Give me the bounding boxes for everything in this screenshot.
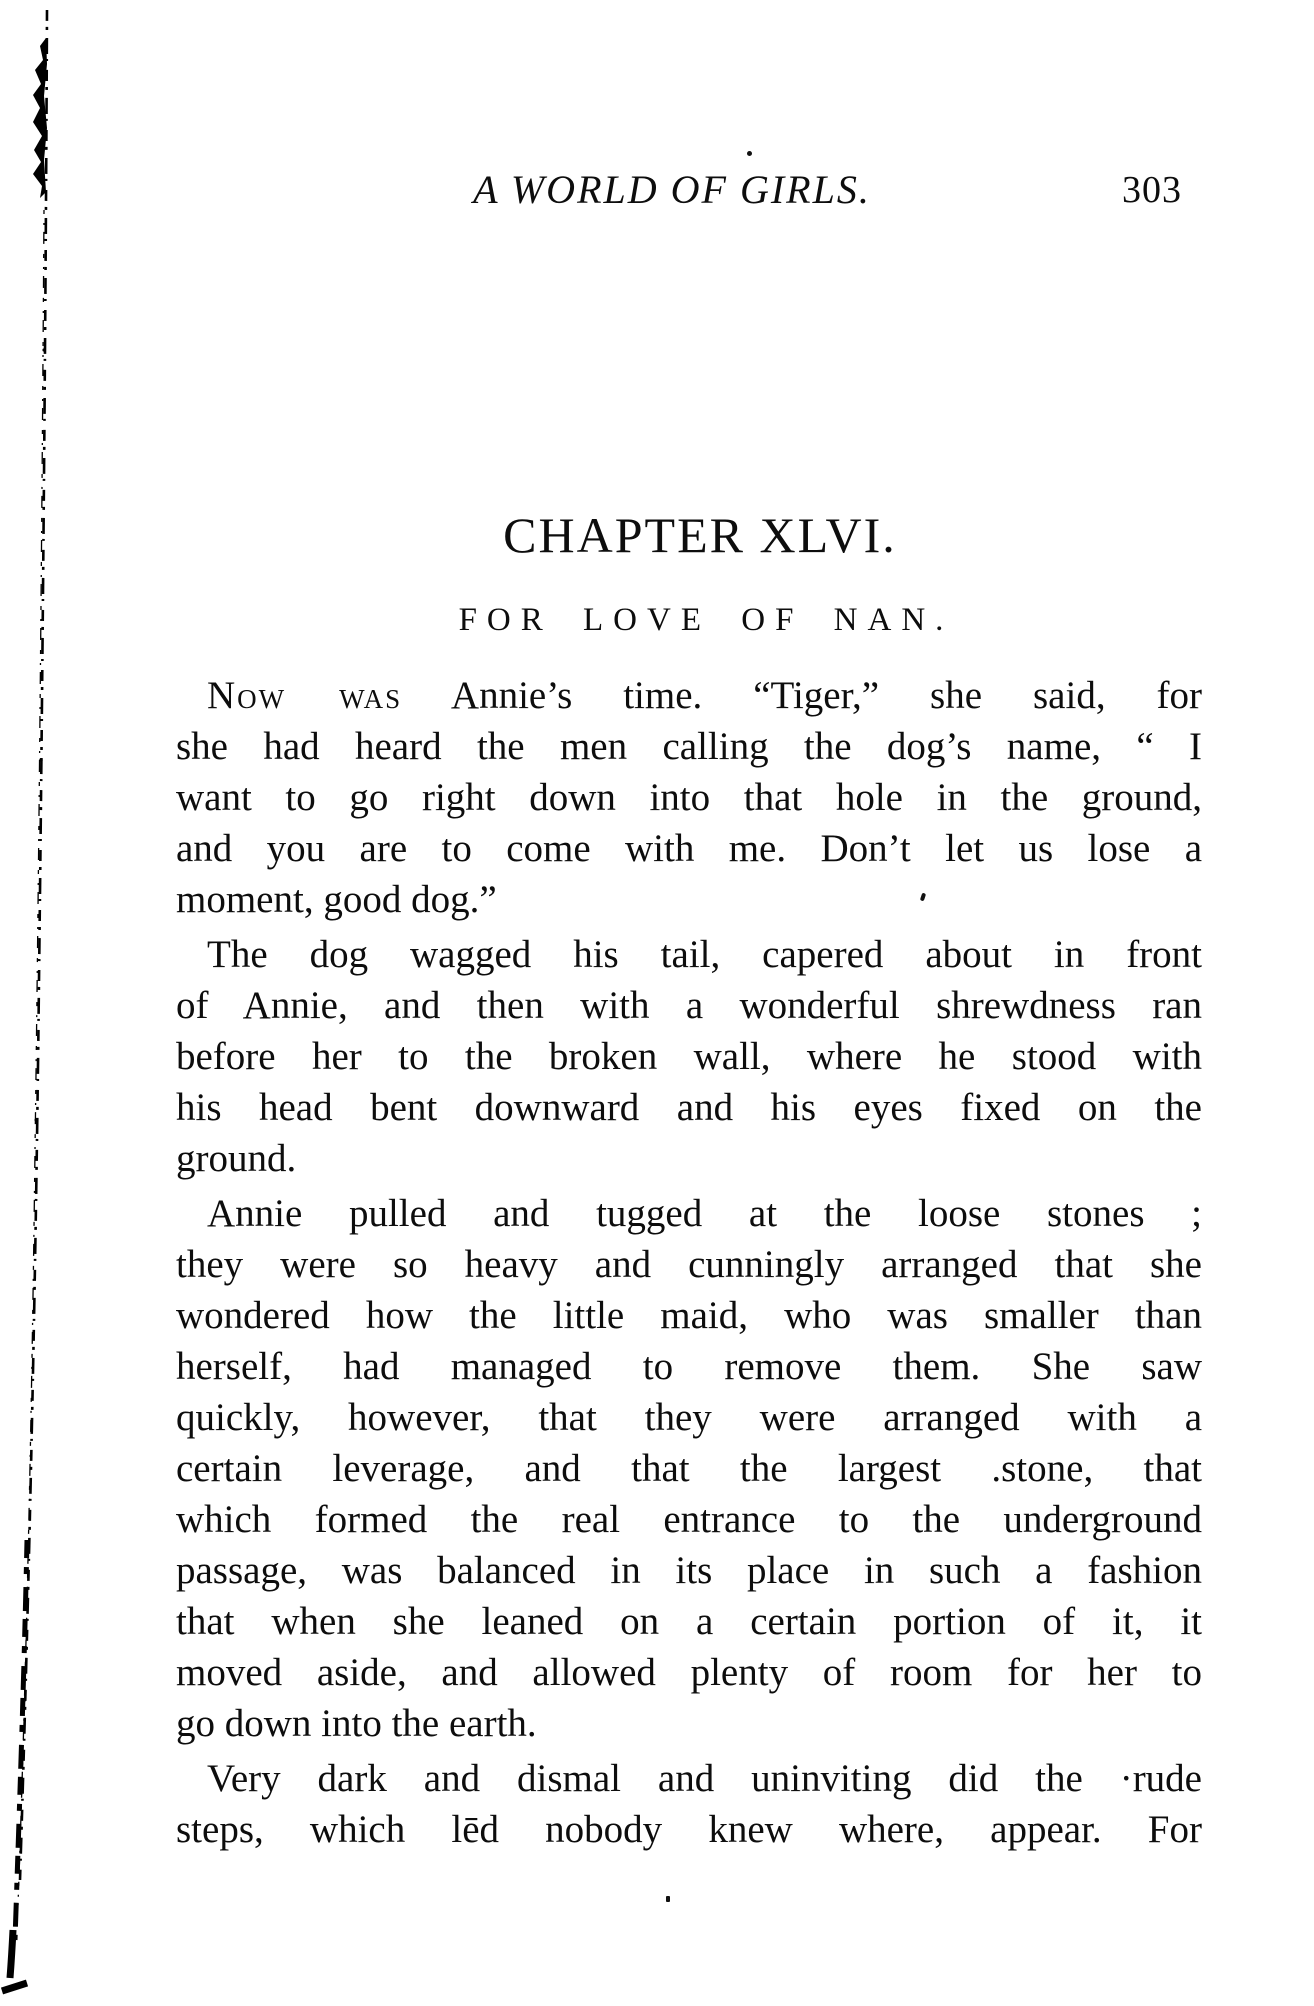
running-header-title: A WORLD OF GIRLS. [473,167,871,212]
text-line: which formed the real entrance to the underground [176,1498,1202,1541]
text-line: Annie pulled and tugged at the loose stones ; [207,1192,1202,1235]
text-line: of Annie, and then with a wonderful shrewdness ran [176,984,1202,1027]
body-text [176,670,1202,1855]
paragraph [176,929,1202,1184]
text-line: want to go right down into that hole in the ground, [176,776,1202,819]
text-line: moment, good dog.” [176,878,497,921]
text-line: wondered how the little maid, who was smaller than [176,1294,1202,1337]
text-line: passage, was balanced in its place in such a fashion [176,1549,1202,1592]
text-line: quickly, however, that they were arranged with a [176,1396,1202,1439]
paragraph [176,670,1202,925]
binding-edge-artifact [0,0,70,2006]
text-line [176,670,1202,721]
text-line: herself, had managed to remove them. She saw [176,1345,1202,1388]
text-line: The dog wagged his tail, capered about in front [207,933,1202,976]
paragraph [176,1188,1202,1749]
chapter-heading: CHAPTER XLVI. [503,507,897,563]
text-line: go down into the earth. [176,1702,537,1745]
text-line: they were so heavy and cunningly arranged that she [176,1243,1202,1286]
text-line: steps, which lēd nobody knew where, appear. For [176,1808,1202,1851]
text-line-rest: Annie’s time. “Tiger,” she said, for [450,674,1202,717]
scan-speck [666,1896,670,1902]
text-line: that when she leaned on a certain portion of it, it [176,1600,1202,1643]
page-number: 303 [1122,169,1182,211]
text-line: and you are to come with me. Don’t let us lose a [176,827,1202,870]
text-line: his head bent downward and his eyes fixed on the [176,1086,1202,1129]
text-line: she had heard the men calling the dog’s name, “ I [176,725,1202,768]
paragraph [176,1753,1202,1855]
text-line: ground. [176,1137,297,1180]
scan-speck [747,151,752,156]
text-line: certain leverage, and that the largest .stone, that [176,1447,1202,1490]
text-line: before her to the broken wall, where he stood with [176,1035,1202,1078]
chapter-subtitle: FOR LOVE OF NAN. [458,602,954,638]
text-line: moved aside, and allowed plenty of room for her to [176,1651,1202,1694]
small-caps-opening: Now was [207,674,403,717]
text-line: Very dark and dismal and uninviting did the ·rude [207,1757,1202,1800]
